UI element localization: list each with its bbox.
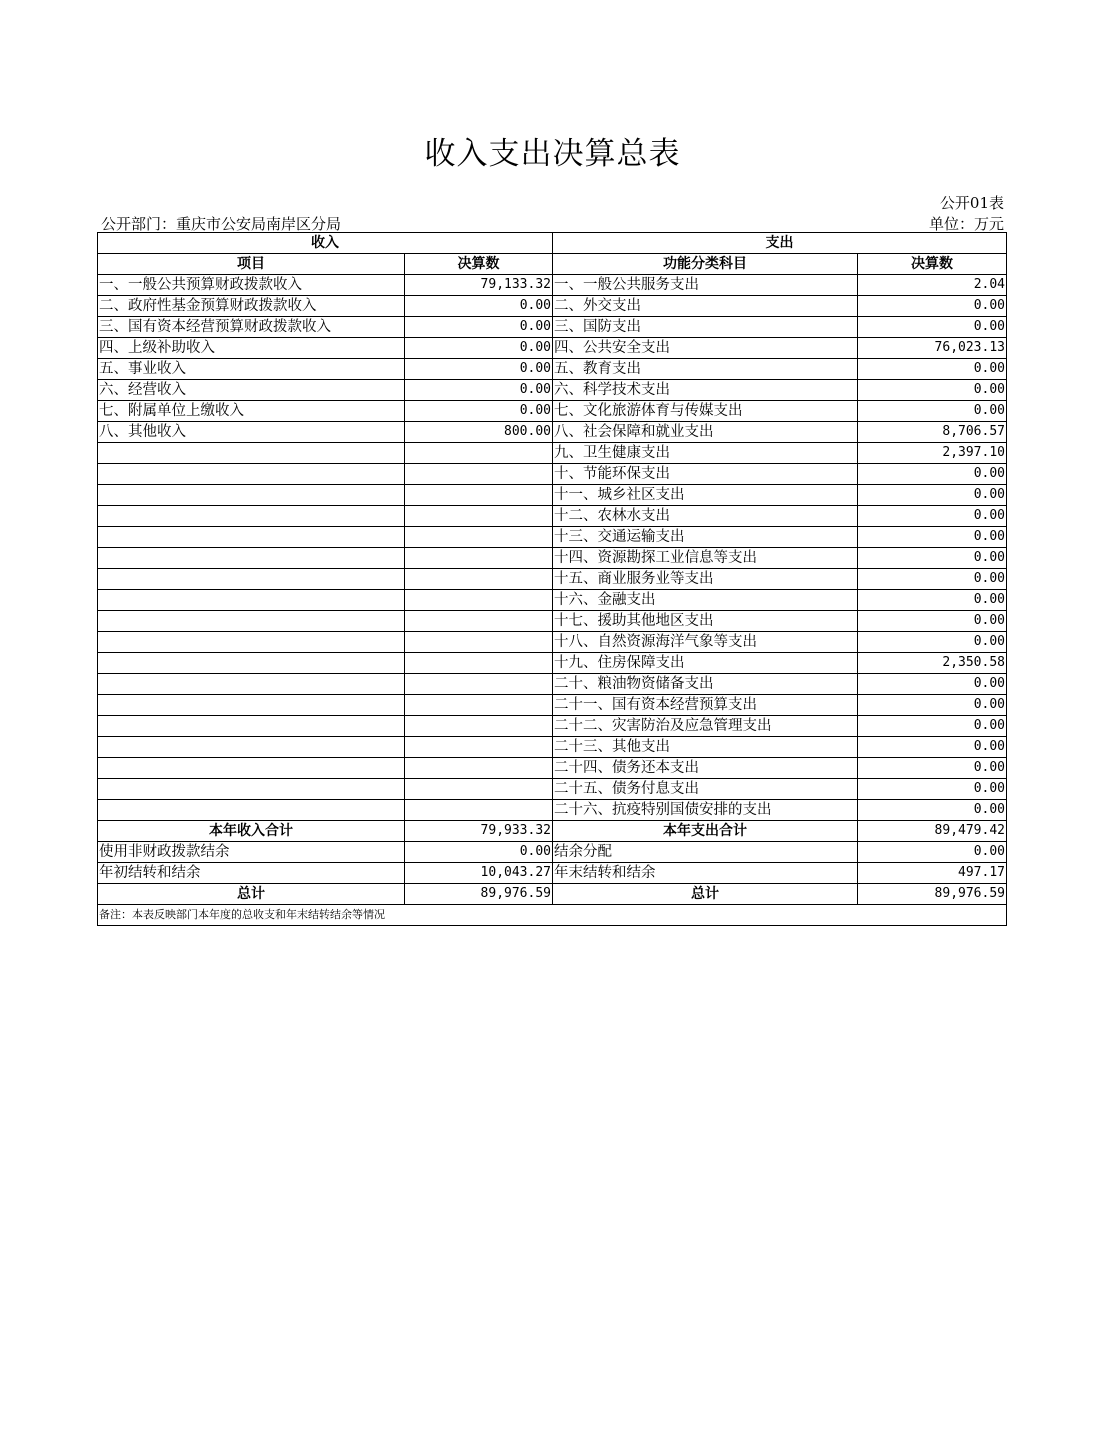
income-item — [98, 611, 405, 632]
expense-amount: 0.00 — [858, 716, 1007, 737]
expense-item: 九、卫生健康支出 — [553, 443, 858, 464]
expense-amount: 8,706.57 — [858, 422, 1007, 443]
amount2-header: 决算数 — [858, 254, 1007, 275]
expense-amount: 2,350.58 — [858, 653, 1007, 674]
expense-amount: 0.00 — [858, 527, 1007, 548]
expense-amount: 76,023.13 — [858, 338, 1007, 359]
expense-amount: 0.00 — [858, 317, 1007, 338]
table-row — [98, 401, 1007, 422]
income-item: 一、一般公共预算财政拨款收入 — [98, 275, 405, 296]
expense-amount: 0.00 — [858, 632, 1007, 653]
income-amount: 0.00 — [405, 338, 553, 359]
income-amount — [405, 674, 553, 695]
table-row — [98, 317, 1007, 338]
table-row — [98, 674, 1007, 695]
income-amount — [405, 611, 553, 632]
total-row — [98, 884, 1007, 905]
form-number: 公开01表 — [939, 194, 1004, 212]
income-item: 八、其他收入 — [98, 422, 405, 443]
extra-expense-amount: 0.00 — [858, 842, 1007, 863]
income-item — [98, 590, 405, 611]
income-item — [98, 527, 405, 548]
income-item — [98, 443, 405, 464]
expense-item: 七、文化旅游体育与传媒支出 — [553, 401, 858, 422]
income-amount — [405, 590, 553, 611]
income-amount: 800.00 — [405, 422, 553, 443]
expense-item: 二十、粮油物资储备支出 — [553, 674, 858, 695]
expense-item: 二、外交支出 — [553, 296, 858, 317]
expense-item: 十七、援助其他地区支出 — [553, 611, 858, 632]
table-row — [98, 338, 1007, 359]
income-subtotal-label: 本年收入合计 — [98, 821, 405, 842]
expense-item: 十五、商业服务业等支出 — [553, 569, 858, 590]
item-header: 项目 — [98, 254, 405, 275]
income-item — [98, 716, 405, 737]
table-row — [98, 611, 1007, 632]
income-item — [98, 737, 405, 758]
department-label: 公开部门：重庆市公安局南岸区分局 — [101, 215, 342, 233]
income-amount — [405, 548, 553, 569]
table-row — [98, 275, 1007, 296]
expense-header: 支出 — [553, 233, 1007, 254]
expense-item: 十六、金融支出 — [553, 590, 858, 611]
extra-row — [98, 842, 1007, 863]
table-row — [98, 443, 1007, 464]
expense-amount: 0.00 — [858, 548, 1007, 569]
expense-amount: 0.00 — [858, 590, 1007, 611]
expense-item: 三、国防支出 — [553, 317, 858, 338]
income-item — [98, 695, 405, 716]
income-header: 收入 — [98, 233, 553, 254]
table-row — [98, 695, 1007, 716]
expense-amount: 0.00 — [858, 737, 1007, 758]
expense-item: 十一、城乡社区支出 — [553, 485, 858, 506]
expense-amount: 0.00 — [858, 779, 1007, 800]
table-row — [98, 359, 1007, 380]
income-amount: 0.00 — [405, 401, 553, 422]
expense-item: 四、公共安全支出 — [553, 338, 858, 359]
table-row — [98, 506, 1007, 527]
table-row — [98, 590, 1007, 611]
income-item — [98, 464, 405, 485]
income-amount — [405, 506, 553, 527]
table-row — [98, 548, 1007, 569]
income-amount: 0.00 — [405, 296, 553, 317]
expense-total-label: 总计 — [553, 884, 858, 905]
income-amount — [405, 632, 553, 653]
income-item — [98, 506, 405, 527]
income-item — [98, 548, 405, 569]
expense-item: 二十三、其他支出 — [553, 737, 858, 758]
unit-label: 单位：万元 — [928, 215, 1004, 233]
table-row — [98, 737, 1007, 758]
income-total-label: 总计 — [98, 884, 405, 905]
extra-expense-item: 结余分配 — [553, 842, 858, 863]
column-header-row — [98, 254, 1007, 275]
expense-amount: 0.00 — [858, 464, 1007, 485]
table-row — [98, 653, 1007, 674]
income-item: 三、国有资本经营预算财政拨款收入 — [98, 317, 405, 338]
expense-amount: 0.00 — [858, 695, 1007, 716]
expense-amount: 0.00 — [858, 359, 1007, 380]
expense-amount: 0.00 — [858, 380, 1007, 401]
extra-expense-amount: 497.17 — [858, 863, 1007, 884]
expense-amount: 0.00 — [858, 485, 1007, 506]
extra-row — [98, 863, 1007, 884]
income-amount — [405, 695, 553, 716]
income-amount — [405, 527, 553, 548]
income-item — [98, 779, 405, 800]
income-item: 二、政府性基金预算财政拨款收入 — [98, 296, 405, 317]
note-text: 备注：本表反映部门本年度的总收支和年末结转结余等情况 — [98, 905, 1007, 926]
income-amount — [405, 737, 553, 758]
section-header-row — [98, 233, 1007, 254]
expense-item: 二十一、国有资本经营预算支出 — [553, 695, 858, 716]
income-item — [98, 758, 405, 779]
expense-total-amount: 89,976.59 — [858, 884, 1007, 905]
income-item — [98, 632, 405, 653]
amount-header: 决算数 — [405, 254, 553, 275]
subtotal-row — [98, 821, 1007, 842]
income-amount — [405, 485, 553, 506]
income-amount — [405, 716, 553, 737]
income-amount — [405, 758, 553, 779]
income-item — [98, 800, 405, 821]
expense-item: 十、节能环保支出 — [553, 464, 858, 485]
income-item: 五、事业收入 — [98, 359, 405, 380]
note-row — [98, 905, 1007, 926]
table-row — [98, 296, 1007, 317]
table-row — [98, 527, 1007, 548]
extra-income-item: 使用非财政拨款结余 — [98, 842, 405, 863]
expense-amount: 0.00 — [858, 758, 1007, 779]
table-row — [98, 800, 1007, 821]
expense-subtotal-label: 本年支出合计 — [553, 821, 858, 842]
expense-amount: 0.00 — [858, 800, 1007, 821]
expense-item: 十四、资源勘探工业信息等支出 — [553, 548, 858, 569]
income-amount — [405, 569, 553, 590]
expense-amount: 0.00 — [858, 611, 1007, 632]
budget-summary-table — [97, 232, 1007, 926]
expense-item: 二十五、债务付息支出 — [553, 779, 858, 800]
income-amount — [405, 443, 553, 464]
category-header: 功能分类科目 — [553, 254, 858, 275]
table-row — [98, 464, 1007, 485]
expense-amount: 0.00 — [858, 569, 1007, 590]
expense-item: 十八、自然资源海洋气象等支出 — [553, 632, 858, 653]
income-subtotal-amount: 79,933.32 — [405, 821, 553, 842]
income-amount: 0.00 — [405, 380, 553, 401]
expense-item: 五、教育支出 — [553, 359, 858, 380]
expense-item: 二十六、抗疫特别国债安排的支出 — [553, 800, 858, 821]
income-amount: 0.00 — [405, 359, 553, 380]
table-row — [98, 779, 1007, 800]
expense-item: 八、社会保障和就业支出 — [553, 422, 858, 443]
table-row — [98, 716, 1007, 737]
expense-amount: 0.00 — [858, 674, 1007, 695]
expense-amount: 0.00 — [858, 506, 1007, 527]
expense-item: 二十四、债务还本支出 — [553, 758, 858, 779]
table-row — [98, 632, 1007, 653]
table-row — [98, 485, 1007, 506]
income-item — [98, 653, 405, 674]
income-amount — [405, 779, 553, 800]
income-amount: 79,133.32 — [405, 275, 553, 296]
income-amount — [405, 800, 553, 821]
income-item: 六、经营收入 — [98, 380, 405, 401]
expense-amount: 2.04 — [858, 275, 1007, 296]
table-row — [98, 569, 1007, 590]
income-item: 七、附属单位上缴收入 — [98, 401, 405, 422]
extra-income-amount: 0.00 — [405, 842, 553, 863]
income-item — [98, 569, 405, 590]
income-item — [98, 674, 405, 695]
expense-amount: 2,397.10 — [858, 443, 1007, 464]
table-row — [98, 758, 1007, 779]
income-amount — [405, 464, 553, 485]
expense-item: 六、科学技术支出 — [553, 380, 858, 401]
expense-amount: 0.00 — [858, 296, 1007, 317]
table-row — [98, 422, 1007, 443]
expense-subtotal-amount: 89,479.42 — [858, 821, 1007, 842]
extra-expense-item: 年末结转和结余 — [553, 863, 858, 884]
income-amount: 0.00 — [405, 317, 553, 338]
income-total-amount: 89,976.59 — [405, 884, 553, 905]
expense-item: 十九、住房保障支出 — [553, 653, 858, 674]
extra-income-item: 年初结转和结余 — [98, 863, 405, 884]
expense-item: 十三、交通运输支出 — [553, 527, 858, 548]
extra-income-amount: 10,043.27 — [405, 863, 553, 884]
expense-item: 二十二、灾害防治及应急管理支出 — [553, 716, 858, 737]
income-amount — [405, 653, 553, 674]
income-item: 四、上级补助收入 — [98, 338, 405, 359]
table-row — [98, 380, 1007, 401]
expense-item: 十二、农林水支出 — [553, 506, 858, 527]
page-title: 收入支出决算总表 — [424, 136, 681, 172]
income-item — [98, 485, 405, 506]
expense-amount: 0.00 — [858, 401, 1007, 422]
expense-item: 一、一般公共服务支出 — [553, 275, 858, 296]
